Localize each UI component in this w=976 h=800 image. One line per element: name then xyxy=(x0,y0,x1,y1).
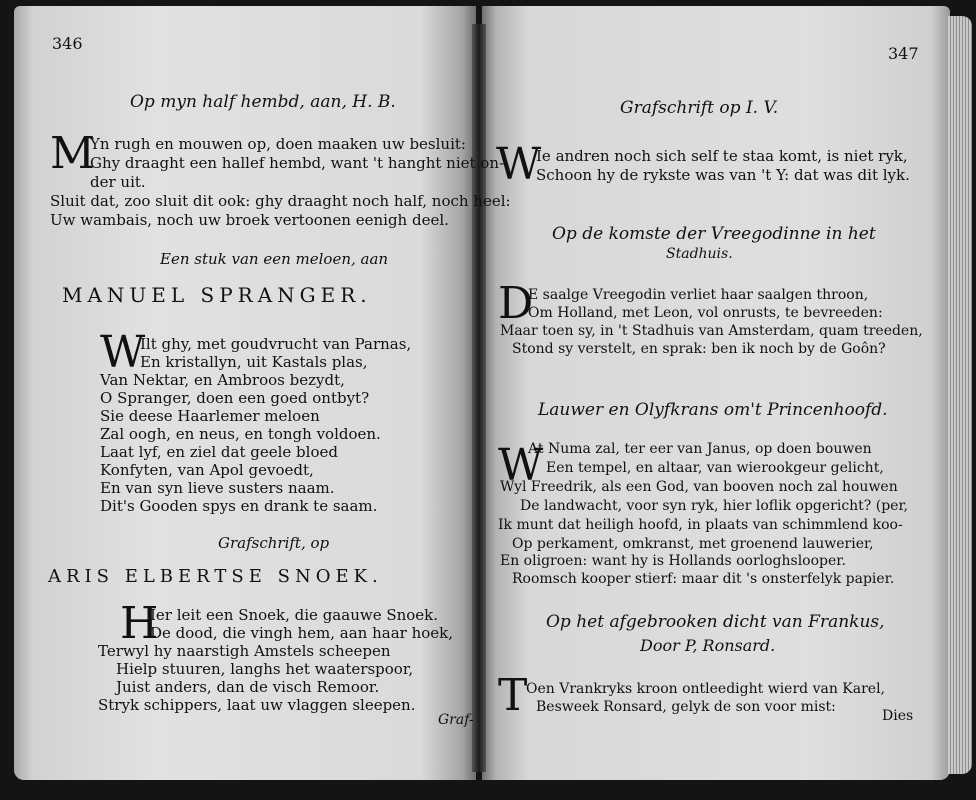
poem-title-cont: Door P, Ronsard. xyxy=(640,636,776,655)
poem-line: Wyl Freedrik, als een God, van booven noch zal houwen xyxy=(500,479,898,495)
page-number-right: 347 xyxy=(888,44,919,63)
poem-title: Grafschrift op I. V. xyxy=(620,98,779,118)
poem-line: Maar toen sy, in 't Stadhuis van Amsterdam, quam treeden, xyxy=(500,323,923,339)
poem-line: Besweek Ronsard, gelyk de son voor mist: xyxy=(536,699,836,715)
poem-title: Op de komste der Vreegodinne in het xyxy=(552,224,876,244)
poem-line: Ie andren noch sich self te staa komt, is niet ryk, xyxy=(536,147,908,165)
poem-title-cont: Stadhuis. xyxy=(666,246,733,262)
poem-line: Oen Vrankryks kroon ontleedight wierd van Karel, xyxy=(526,681,885,697)
poem-line: Ier leit een Snoek, die gaauwe Snoek. xyxy=(150,606,439,624)
poem-line: Ilt ghy, met goudvrucht van Parnas, xyxy=(140,335,412,353)
poem-line: Yn rugh en mouwen op, doen maaken uw besluit: xyxy=(90,135,466,153)
poem-line: Zal oogh, en neus, en tongh voldoen. xyxy=(100,425,381,443)
page-number-left: 346 xyxy=(52,34,83,53)
book-gutter xyxy=(472,24,486,772)
poem-line: Konfyten, van Apol gevoedt, xyxy=(100,461,314,479)
poem-line: Op perkament, omkranst, met groenend lauwerier, xyxy=(512,536,874,552)
poem-line: Dit's Gooden spys en drank te saam. xyxy=(100,497,378,515)
poem-title: Grafschrift, op xyxy=(218,534,330,552)
poem-line: Een tempel, en altaar, van wierookgeur gelicht, xyxy=(546,460,884,476)
drop-cap: W xyxy=(496,139,542,190)
poem-subject: MANUEL SPRANGER. xyxy=(62,283,372,307)
poem-line: Hielp stuuren, langhs het waaterspoor, xyxy=(116,660,414,678)
poem-line: Schoon hy de rykste was van 't Y: dat was dit lyk. xyxy=(536,166,910,184)
poem-line: Ghy draaght een hallef hembd, want 't hanght niet on- xyxy=(90,154,505,172)
poem-title: Op myn half hembd, aan, H. B. xyxy=(130,92,396,112)
poem-line: Roomsch kooper stierf: maar dit 's onsterfelyk papier. xyxy=(512,571,895,587)
drop-cap: D xyxy=(498,278,534,329)
drop-cap: H xyxy=(120,598,159,649)
poem-line: Ik munt dat heiligh hoofd, in plaats van schimmlend koo- xyxy=(498,517,903,533)
poem-line: Uw wambais, noch uw broek vertoonen eenigh deel. xyxy=(50,211,449,229)
drop-cap: W xyxy=(100,327,146,378)
poem-line: Sluit dat, zoo sluit dit ook: ghy draaght noch half, noch heel: xyxy=(50,192,511,210)
poem-line: En van syn lieve susters naam. xyxy=(100,479,335,497)
right-page xyxy=(482,6,950,780)
poem-line: Stryk schippers, laat uw vlaggen sleepen. xyxy=(98,696,416,714)
poem-line: En oligroen: want hy is Hollands oorloghslooper. xyxy=(500,553,846,569)
poem-line: Om Holland, met Leon, vol onrusts, te bevreeden: xyxy=(528,305,883,321)
poem-line: Juist anders, dan de visch Remoor. xyxy=(116,678,380,696)
poem-line: Sie deese Haarlemer meloen xyxy=(100,407,320,425)
poem-line: Stond sy verstelt, en sprak: ben ik noch by de Goôn? xyxy=(512,341,886,357)
poem-title: Op het afgebrooken dicht van Frankus, xyxy=(546,612,885,632)
poem-line: Terwyl hy naarstigh Amstels scheepen xyxy=(98,642,391,660)
poem-line: En kristallyn, uit Kastals plas, xyxy=(140,353,368,371)
catchword: Dies xyxy=(882,708,914,724)
poem-line: De landwacht, voor syn ryk, hier loflik opgericht? (per, xyxy=(520,498,909,514)
drop-cap: M xyxy=(50,128,96,179)
poem-title: Een stuk van een meloen, aan xyxy=(160,250,389,268)
poem-line: O Spranger, doen een goed ontbyt? xyxy=(100,389,370,407)
poem-line: E saalge Vreegodin verliet haar saalgen throon, xyxy=(528,287,869,303)
poem-title: Lauwer en Olyfkrans om't Princenhoofd. xyxy=(538,400,888,420)
page-edges xyxy=(948,16,972,774)
drop-cap: T xyxy=(498,670,528,721)
poem-line: At Numa zal, ter eer van Janus, op doen bouwen xyxy=(528,441,872,457)
poem-line: Van Nektar, en Ambroos bezydt, xyxy=(100,371,345,389)
drop-cap: W xyxy=(498,440,544,491)
poem-line: De dood, die vingh hem, aan haar hoek, xyxy=(150,624,454,642)
catchword: Graf- xyxy=(438,712,474,728)
poem-line: der uit. xyxy=(90,173,146,191)
poem-line: Laat lyf, en ziel dat geele bloed xyxy=(100,443,338,461)
poem-subject: ARIS ELBERTSE SNOEK. xyxy=(48,566,383,587)
